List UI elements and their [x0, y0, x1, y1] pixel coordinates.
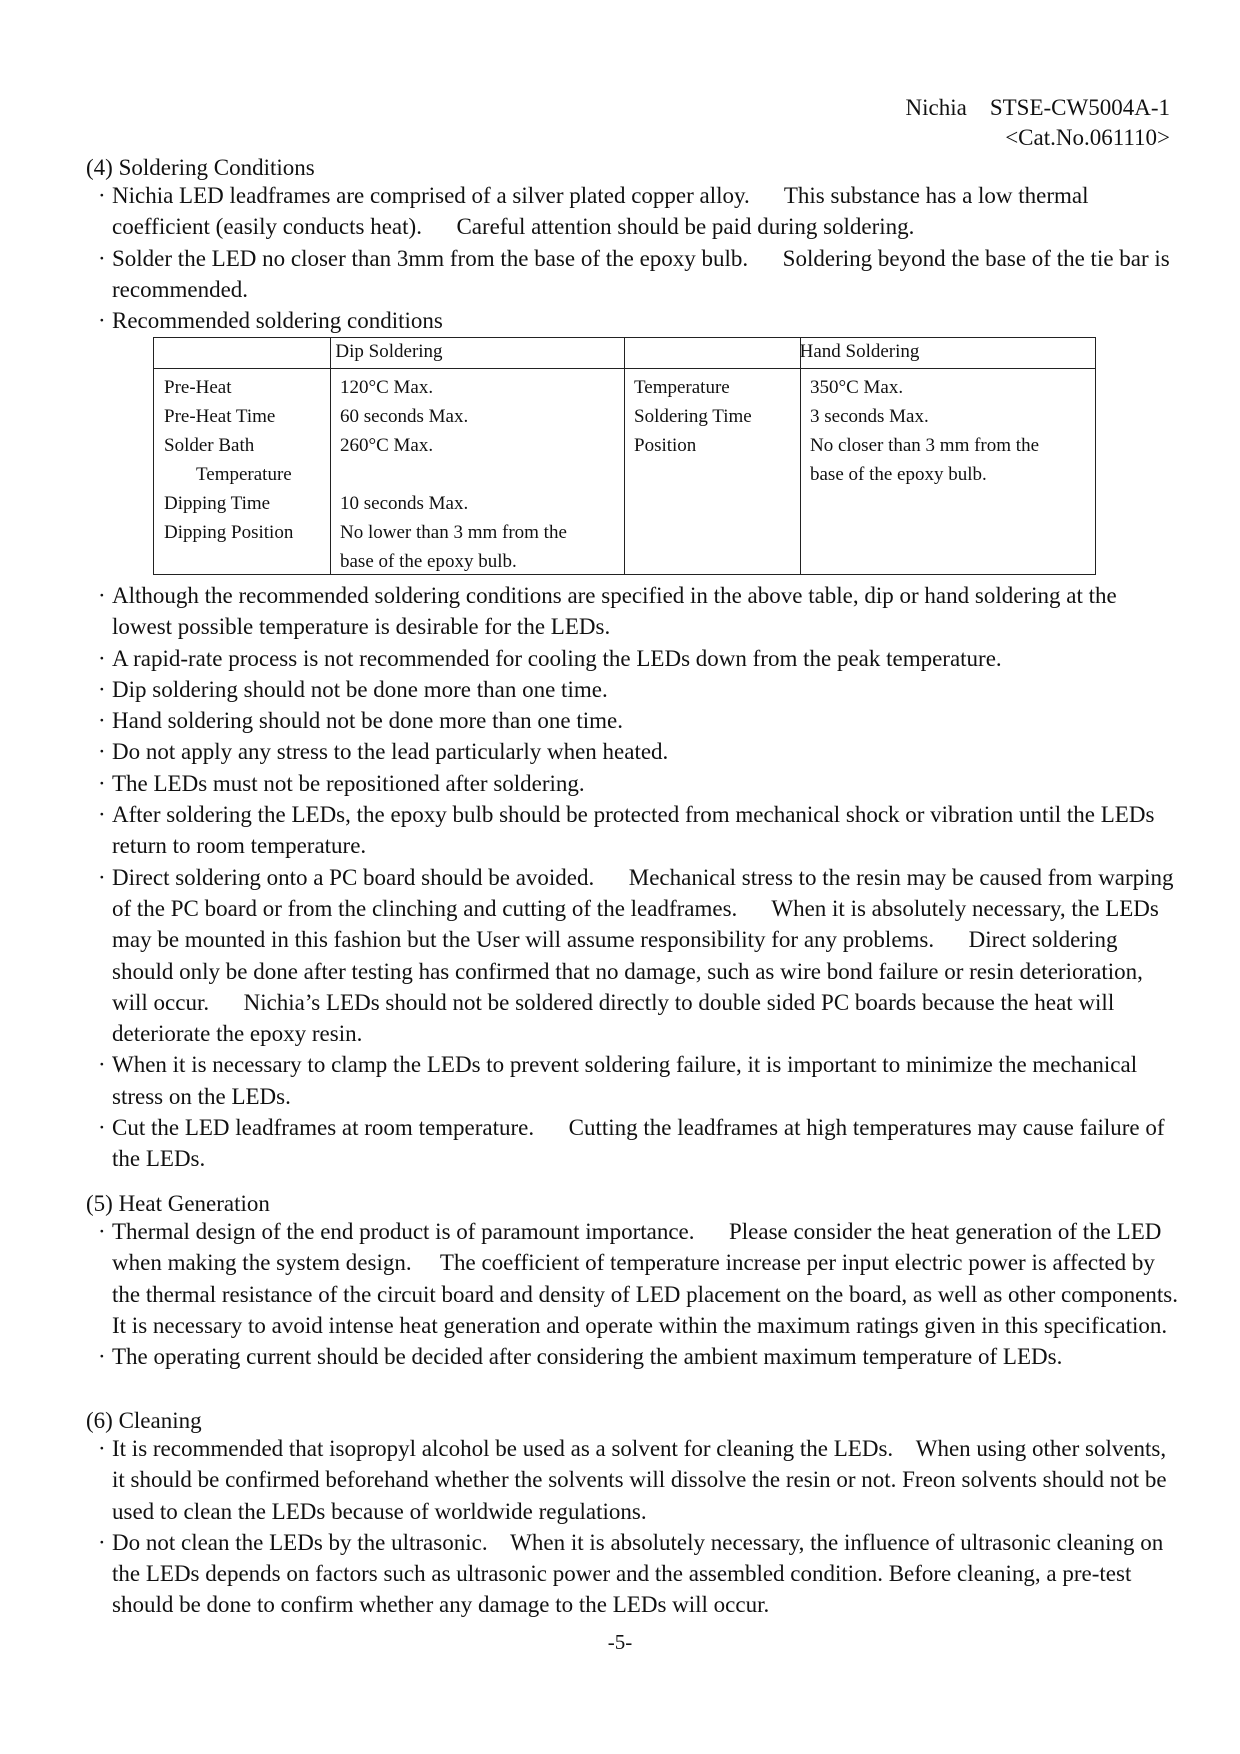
table-cell: Position	[634, 435, 697, 456]
list-item: · Dip soldering should not be done more than one time.	[98, 676, 608, 702]
table-cell: 350°C Max.	[810, 377, 904, 398]
list-item: · Although the recommended soldering conditions are specified in the above table, dip or hand soldering at the lowest possible temperature is desirable for the LEDs.	[98, 583, 1117, 640]
table-cell: base of the epoxy bulb.	[810, 464, 987, 485]
table-cell: Pre-Heat	[164, 377, 232, 398]
soldering-conditions-table	[153, 337, 1096, 575]
catalog-number: <Cat.No.061110>	[1005, 125, 1170, 150]
section-title-cleaning: (6) Cleaning	[86, 1408, 202, 1433]
table-cell: Temperature	[634, 377, 730, 398]
table-cell: No lower than 3 mm from the	[340, 522, 567, 543]
dip-values	[340, 373, 567, 576]
table-cell: No closer than 3 mm from the	[810, 435, 1040, 456]
document-id: Nichia STSE-CW5004A-1	[905, 95, 1170, 120]
section-title-heat: (5) Heat Generation	[86, 1191, 270, 1216]
hand-soldering-header: Hand Soldering	[799, 341, 920, 362]
list-item: · Do not apply any stress to the lead particularly when heated.	[98, 739, 669, 765]
table-cell: 10 seconds Max.	[340, 493, 469, 514]
table-cell	[340, 460, 567, 489]
table-cell: Soldering Time	[634, 406, 752, 427]
list-item: · The LEDs must not be repositioned after soldering.	[98, 770, 585, 796]
heat-notes	[98, 1216, 1207, 1372]
list-item: · After soldering the LEDs, the epoxy bulb should be protected from mechanical shock or vibration until the LEDs return to room temperature.	[98, 802, 1155, 859]
soldering-notes	[98, 580, 1178, 1175]
dip-soldering-header: Dip Soldering	[335, 341, 443, 362]
table-cell: Dipping Time	[164, 493, 271, 514]
list-item: · Do not clean the LEDs by the ultrasonic. When it is absolutely necessary, the influence of ultrasonic cleaning on the LEDs depends on factors such as ultrasonic power and the assembled condition. Before cleaning, a pre-test should be done to confirm whether any damage to the LEDs will occur.	[98, 1529, 1170, 1618]
cleaning-notes	[98, 1433, 1178, 1621]
list-item: · It is recommended that isopropyl alcohol be used as a solvent for cleaning the LEDs. When using other solvents, it should be confirmed beforehand whether the solvents will dissolve the resin or not. Freon solvents should not be used to clean the LEDs because of worldwide regulations.	[98, 1436, 1173, 1524]
table-cell: Solder Bath	[164, 435, 255, 456]
list-item: · Recommended soldering conditions	[98, 308, 443, 334]
list-item: · Solder the LED no closer than 3mm from the base of the epoxy bulb. Soldering beyond the base of the tie bar is recommended.	[98, 245, 1176, 302]
list-item: · When it is necessary to clamp the LEDs to prevent soldering failure, it is important to minimize the mechanical stress on the LEDs.	[98, 1052, 1138, 1109]
table-cell: 3 seconds Max.	[810, 406, 929, 427]
dip-labels	[164, 373, 293, 547]
table-cell: Pre-Heat Time	[164, 406, 276, 427]
list-item: · Direct soldering onto a PC board should be avoided. Mechanical stress to the resin may be caused from warping of the PC board or from the clinching and cutting of the leadframes. When it is absolutely necessary, the LEDs may be mounted in this fashion but the User will assume responsibility for any problems. Direct soldering should only be done after testing has confirmed that no damage, such as wire bond failure or resin deterioration, will occur. Nichia’s LEDs should not be soldered directly to double sided PC boards because the heat will deteriorate the epoxy resin.	[98, 864, 1180, 1047]
table-cell: Dipping Position	[164, 522, 294, 543]
hand-values	[810, 373, 1039, 489]
table-cell: Temperature	[196, 464, 292, 485]
list-item: · Cut the LED leadframes at room temperature. Cutting the leadframes at high temperatures may cause failure of the LEDs.	[98, 1115, 1171, 1172]
list-item: · The operating current should be decided after considering the ambient maximum temperature of LEDs.	[98, 1344, 1063, 1370]
list-item: · Hand soldering should not be done more than one time.	[98, 708, 624, 734]
page-number: -5-	[607, 1630, 633, 1654]
list-item: · A rapid-rate process is not recommended for cooling the LEDs down from the peak temperature.	[98, 645, 1002, 671]
table-cell: 120°C Max.	[340, 377, 434, 398]
table-cell: base of the epoxy bulb.	[340, 551, 517, 572]
section-title-soldering: (4) Soldering Conditions	[86, 155, 315, 180]
hand-labels	[634, 373, 752, 460]
table-cell: 260°C Max.	[340, 435, 434, 456]
list-item: · Thermal design of the end product is of paramount importance. Please consider the heat generation of the LED when making the system design. The coefficient of temperature increase per input electric power is affected by the thermal resistance of the circuit board and density of LED placement on the board, as well as other components. It is necessary to avoid intense heat generation and operate within the maximum ratings given in this specification.	[98, 1219, 1207, 1338]
list-item: · Nichia LED leadframes are comprised of a silver plated copper alloy. This substance has a low thermal coefficient (easily conducts heat). Careful attention should be paid during soldering.	[98, 183, 1095, 240]
soldering-intro	[98, 180, 1178, 336]
table-cell: 60 seconds Max.	[340, 406, 469, 427]
